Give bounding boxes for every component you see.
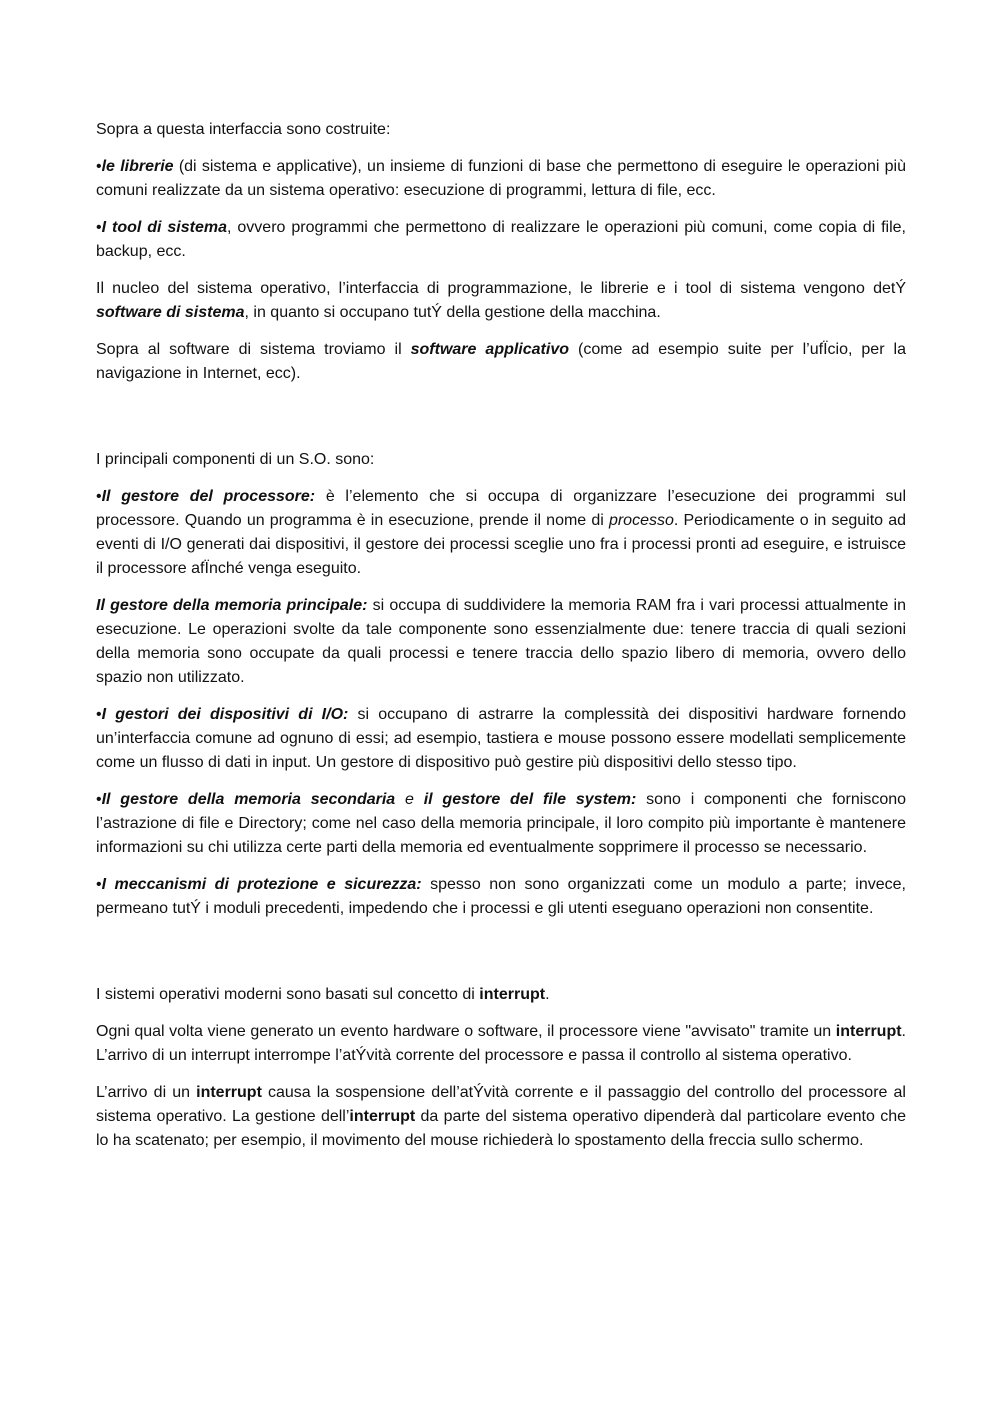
secondaria-paragraph <box>96 788 906 860</box>
software-applicativo-term: software applicativo <box>410 341 569 358</box>
memoria-term: Il gestore della memoria principale: <box>96 597 368 614</box>
librerie-text: (di sistema e applicative), un insieme di funzioni di base che permettono di eseguire le operazioni più comuni realizzate da un sistema operativo: esecuzione di programmi, lettura di file, ecc. <box>96 158 907 199</box>
secondaria-text: sono i componenti che forniscono l’astrazione di file e Directory; come nel caso della memoria principale, il loro compito più importante è mantenere informazioni su chi utilizza certe parti della memoria ed eventualmente sopprimere il processo se necessario. <box>96 791 907 856</box>
interrupt-arrivo-paragraph <box>96 1081 906 1153</box>
interrupt-term: interrupt <box>835 1023 902 1040</box>
processore-text-1: è l’elemento che si occupa di organizzare l’esecuzione dei programmi sul processore. Quando un programma è in esecuzione, prende il nome di <box>96 488 907 529</box>
file-system-term: il gestore del file system: <box>423 791 637 808</box>
interrupt-term: interrupt <box>479 986 546 1003</box>
tool-term: I tool di sistema <box>101 219 228 236</box>
interrupt-arrivo-text-3: da parte del sistema operativo dipenderà dal particolare evento che lo ha scatenato; per esempio, il movimento del mouse richiederà lo spostamento della freccia sullo schermo. <box>96 1108 907 1149</box>
interrupt-evento-paragraph <box>96 1020 906 1068</box>
io-term: I gestori dei dispositivi di I/O: <box>101 706 349 723</box>
interrupt-evento-text-1: Ogni qual volta viene generato un evento hardware o software, il processore viene "avvisato" tramite un <box>96 1023 836 1040</box>
applicativo-text-1: Sopra al software di sistema troviamo il <box>96 341 411 358</box>
intro-text: Sopra a questa interfaccia sono costruite: <box>96 121 391 138</box>
memoria-paragraph <box>96 594 906 690</box>
processore-term: Il gestore del processore: <box>101 488 316 505</box>
nucleo-text-2: , in quanto si occupano tutÝ della gestione della macchina. <box>244 304 661 321</box>
bullet: • <box>96 219 102 236</box>
software-di-sistema-term: software di sistema <box>96 304 245 321</box>
bullet: • <box>96 791 102 808</box>
document-page <box>96 118 906 1153</box>
bullet: • <box>96 876 102 893</box>
bullet: • <box>96 706 102 723</box>
tool-paragraph <box>96 216 906 264</box>
io-paragraph <box>96 703 906 775</box>
applicativo-paragraph <box>96 338 906 386</box>
io-text: si occupano di astrarre la complessità dei dispositivi hardware fornendo un’interfaccia comune ad ognuno di essi; ad esempio, tastiera e mouse possono essere modellati semplicemente come un flusso di dati in input. Un gestore di dispositivo può gestire più dispositivi dello stesso tipo. <box>96 706 907 771</box>
interrupt-arrivo-text-2: causa la sospensione dell’atÝvità corrente e il passaggio del controllo del processore al sistema operativo. La gestione dell’ <box>96 1084 906 1125</box>
memoria-text: si occupa di suddividere la memoria RAM fra i vari processi attualmente in esecuzione. Le operazioni svolte da tale componente sono essenzialmente due: tenere traccia di quali sezioni della memoria sono occupate da quali processi e tenere traccia dello spazio libero di memoria, ovvero dello spazio non utilizzato. <box>96 597 907 686</box>
tool-text: , ovvero programmi che permettono di realizzare le operazioni più comuni, come copia di file, backup, ecc. <box>96 219 907 260</box>
interrupt-intro-paragraph <box>96 983 906 1007</box>
nucleo-text-1: Il nucleo del sistema operativo, l’interfaccia di programmazione, le librerie e i tool di sistema vengono detÝ <box>96 280 906 297</box>
interrupt-term: interrupt <box>349 1108 416 1125</box>
bullet: • <box>96 158 102 175</box>
intro-paragraph <box>96 118 906 142</box>
interrupt-term: interrupt <box>196 1084 262 1101</box>
protezione-text: spesso non sono organizzati come un modulo a parte; invece, permeano tutÝ i moduli precedenti, impedendo che i processi e gli utenti eseguano operazioni non consentite. <box>96 876 907 917</box>
componenti-intro-text: I principali componenti di un S.O. sono: <box>96 451 375 468</box>
memoria-secondaria-term: Il gestore della memoria secondaria <box>101 791 396 808</box>
interrupt-intro-text-1: I sistemi operativi moderni sono basati sul concetto di <box>96 986 480 1003</box>
nucleo-paragraph <box>96 277 906 325</box>
interrupt-intro-text-2: . <box>545 986 550 1003</box>
protezione-paragraph <box>96 873 906 921</box>
processo-term: processo <box>608 512 674 529</box>
librerie-term: le librerie <box>101 158 174 175</box>
interrupt-evento-text-2: . L’arrivo di un interrupt interrompe l’atÝvità corrente del processore e passa il controllo al sistema operativo. <box>96 1023 906 1064</box>
processore-text-2: . Periodicamente o in seguito ad eventi di I/O generati dai dispositivi, il gestore dei processi sceglie uno fra i processi pronti ad eseguire, e istruisce il processore afÏnché venga eseguito. <box>96 512 906 577</box>
conjunction: e <box>395 791 424 808</box>
interrupt-arrivo-text-1: L’arrivo di un <box>96 1084 197 1101</box>
processore-paragraph <box>96 485 906 581</box>
bullet: • <box>96 488 102 505</box>
librerie-paragraph <box>96 155 906 203</box>
componenti-intro-paragraph <box>96 448 906 472</box>
applicativo-text-2: (come ad esempio suite per l’ufÏcio, per la navigazione in Internet, ecc). <box>96 341 906 382</box>
protezione-term: I meccanismi di protezione e sicurezza: <box>101 876 422 893</box>
